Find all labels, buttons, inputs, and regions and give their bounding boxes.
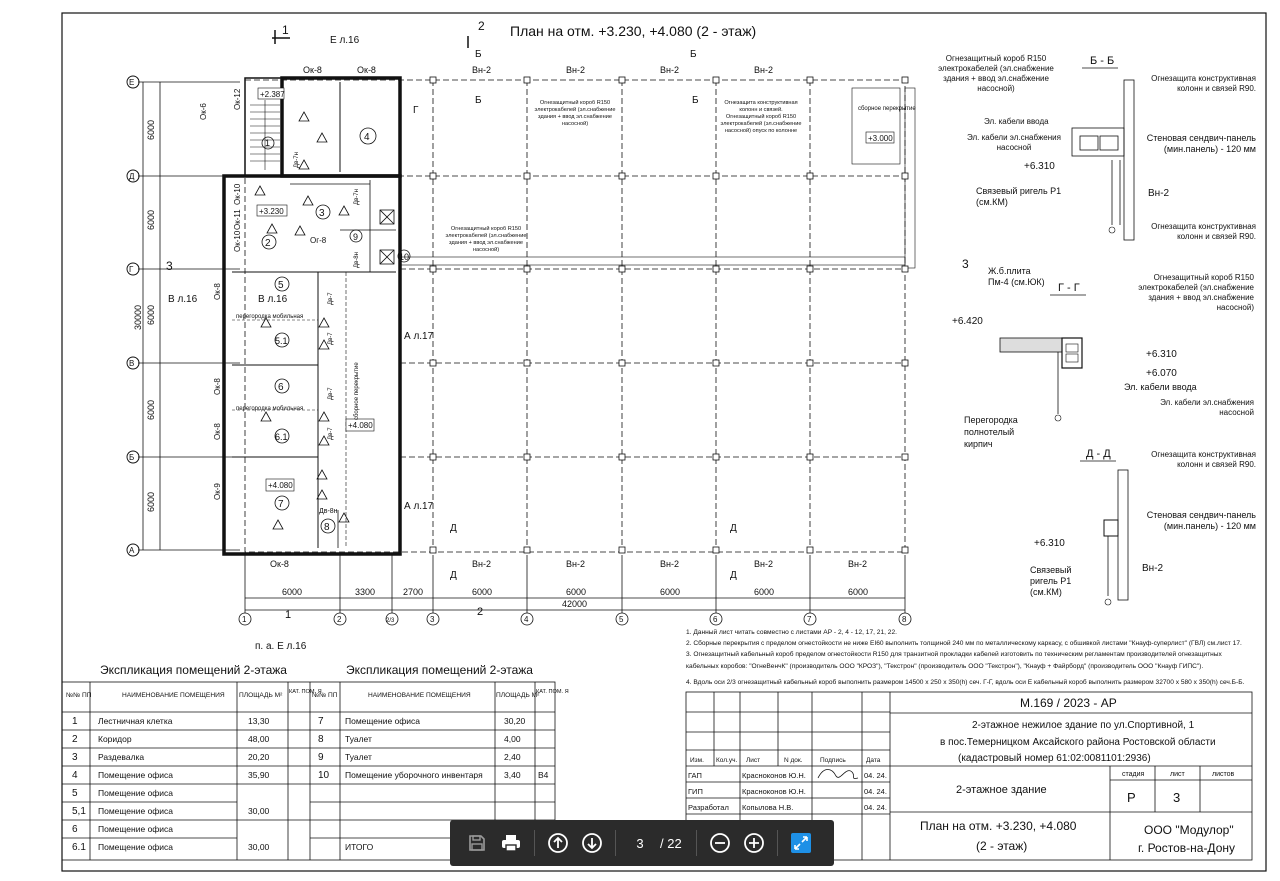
bb-label-7: Вн-2 (1148, 188, 1170, 199)
door-label-3: Дв-7 (328, 292, 334, 305)
explication-left-cell: 5,1 (72, 806, 86, 817)
win-left-3: Ок-10 (233, 183, 242, 205)
svg-text:04. 24.: 04. 24. (864, 803, 887, 812)
svg-text:Дата: Дата (866, 757, 881, 764)
win-left-4: Ок-11 (233, 209, 242, 230)
section-mark-3-left: 3 (166, 259, 173, 273)
door-label-7: Дв-8н (319, 508, 338, 515)
svg-text:04. 24.: 04. 24. (864, 771, 887, 780)
page-total: / 22 (660, 835, 682, 851)
section-mark-b: Б (475, 49, 482, 60)
explication-right-cell: 4,00 (504, 734, 521, 744)
explication-right-cell: 9 (318, 752, 324, 763)
el-ref-top: Е л.16 (330, 35, 360, 46)
svg-text:Вн-2: Вн-2 (1142, 563, 1164, 574)
win-left-8: Ок-8 (213, 423, 222, 440)
stamp-sheet-title-2: (2 - этаж) (976, 839, 1028, 853)
dim-left-4: 6000 (146, 399, 156, 420)
viewer-toolbar (450, 820, 834, 866)
explication-left-cell: Помещение офиса (98, 824, 174, 834)
room-marks (262, 128, 410, 533)
stamp-cols (690, 757, 881, 764)
section-mark-3-right: 3 (962, 257, 969, 271)
section-mark-d-2: Д (730, 523, 737, 534)
toolbar-separator (696, 830, 697, 856)
svg-text:№№ ПП: №№ ПП (312, 692, 338, 699)
win-left-7: Ок-8 (213, 378, 222, 395)
svg-text:N док.: N док. (784, 757, 803, 764)
explication-right-cell: 30,20 (504, 716, 526, 726)
dim-b-8: 6000 (848, 587, 869, 597)
svg-text:ГИП: ГИП (688, 787, 703, 796)
print-button[interactable] (494, 826, 528, 860)
svg-text:1. Данный лист читать совместн: 1. Данный лист читать совместно с листами АР - 2, 4 - 12, 17, 21, 22. (686, 629, 897, 636)
explication-left-cell: 1 (72, 716, 78, 727)
door-label-2: Дв-7н (354, 189, 360, 205)
el-ref-bottom: п. а. Е л.16 (255, 641, 307, 652)
page-indicator (622, 836, 690, 851)
columns (430, 77, 908, 553)
print-icon (501, 833, 521, 853)
explication-right-cell: Туалет (345, 752, 372, 762)
svg-text:Лист: Лист (746, 757, 761, 764)
section-mark-d-3: Д (450, 570, 457, 581)
stamp-code: М.169 / 2023 - АР (1020, 696, 1117, 710)
svg-text:+6.070: +6.070 (1146, 368, 1177, 379)
toolbar-separator (777, 830, 778, 856)
section-mark-b2: Б (690, 49, 697, 60)
prefab-floor-label-2: сборное перекрытие (858, 106, 916, 112)
svg-text:НАИМЕНОВАНИЕ ПОМЕЩЕНИЯ: НАИМЕНОВАНИЕ ПОМЕЩЕНИЯ (122, 692, 225, 699)
svg-text:Изм.: Изм. (690, 757, 704, 764)
svg-text:+6.420: +6.420 (952, 316, 983, 327)
b-ref-left: В л.16 (168, 294, 198, 305)
axis-1: 1 (242, 615, 247, 624)
building-grid (245, 80, 915, 552)
explication-left-cell: Помещение офиса (98, 788, 174, 798)
explication-right-cell: ИТОГО (345, 842, 374, 852)
win-left-2: Ок-6 (199, 103, 208, 120)
explication-left-cell: 4 (72, 770, 78, 781)
axis-7: 7 (807, 615, 812, 624)
svg-text:Е: Е (129, 78, 135, 87)
level-mark-2: +3.230 (259, 207, 284, 216)
win-left-5: Ок-10 (233, 230, 242, 252)
zoom-in-button[interactable] (737, 826, 771, 860)
section-mark-2: 2 (478, 19, 485, 33)
section-mark-1-bottom: 1 (285, 609, 292, 621)
explication-left-cell: Помещение офиса (98, 770, 174, 780)
svg-text:4. Вдоль оси 2/3 огнезащитный: 4. Вдоль оси 2/3 огнезащитный кабельный короб выполнить размером 14500 х 250 х 350(h) сеч. Г-Г, вдоль оси Е кабельный короб выполнить размером 32700 х 580 х 350(h) сеч.Б-Б. (686, 679, 1245, 686)
explication-left-cell: 6.1 (72, 842, 86, 853)
door-label-5: Дв-7 (328, 387, 334, 400)
axis-2-3: 2/3 (386, 618, 395, 624)
stamp-object-1: 2-этажное нежилое здание по ул.Спортивной, 1 (972, 720, 1195, 731)
svg-text:ПЛОЩАДЬ М²: ПЛОЩАДЬ М² (496, 692, 540, 699)
next-page-button[interactable] (575, 826, 609, 860)
svg-text:В: В (129, 359, 135, 368)
level-mark-5: +3.000 (868, 134, 893, 143)
axis-5: 5 (619, 615, 624, 624)
dd-label-2: Стеновая сендвич-панель (мин.панель) - 120 мм (1146, 510, 1256, 531)
section-mark-b3: Б (475, 95, 482, 106)
fit-page-icon (790, 832, 812, 854)
dim-left-2: 6000 (146, 209, 156, 230)
svg-text:Б - Б: Б - Б (1090, 55, 1115, 67)
room-10: 10 (399, 252, 410, 262)
stamp-sheet: 3 (1173, 790, 1181, 805)
signature-mark (818, 770, 858, 779)
dim-b-1: 6000 (282, 587, 303, 597)
a-ref-1: А л.17 (404, 331, 434, 342)
svg-text:2. Сборные перекрытия с предел: 2. Сборные перекрытия с пределом огнестойкости не ниже EI60 выполнить толщиной 240 мм по металлическому каркасу, с обшивкой листами "Кнауф-суперлист" (ГВЛ) см.лист 17. (686, 640, 1242, 647)
axis-6: 6 (713, 615, 718, 624)
svg-text:Г - Г: Г - Г (1058, 282, 1080, 294)
gg-label-1: Ж.б.плита Пм-4 (см.ЮК) (988, 266, 1045, 287)
stamp-building: 2-этажное здание (956, 784, 1047, 796)
dim-left-total: 30000 (133, 304, 143, 330)
dim-left-5: 6000 (146, 491, 156, 512)
bb-label-3: Эл. кабели эл.снабжения насосной (967, 133, 1061, 152)
stamp-sheet-title-1: План на отм. +3.230, +4.080 (920, 819, 1077, 833)
room-3: 3 (319, 208, 325, 219)
svg-text:3. Огнезащитный кабельный коро: 3. Огнезащитный кабельный короб пределом огнестойкости R150 для транзитной прокладки кабелей изготовить по техническим регламентам производителей огнезащитных (686, 651, 1222, 658)
dim-b-5: 6000 (566, 587, 587, 597)
explication-left-cell: 3 (72, 752, 78, 763)
axis-4: 4 (524, 615, 529, 624)
explication-right-cell: Туалет (345, 734, 372, 744)
explication-left-cell: 13,30 (248, 716, 270, 726)
win-bottom-5: Вн-2 (754, 559, 773, 569)
win-left-6: Ок-8 (213, 283, 222, 300)
explication-left-cell: Коридор (98, 734, 132, 744)
svg-text:КАТ. ПОМ. Я: КАТ. ПОМ. Я (289, 689, 322, 695)
section-mark-g: Г (413, 105, 419, 116)
explication-right-cell: 7 (318, 716, 324, 727)
section-mark-b4: Б (692, 95, 699, 106)
stamp-people (688, 771, 887, 812)
prefab-floor-label: сборное перекрытие (354, 362, 360, 420)
bb-label-5: Огнезащита конструктивная колонн и связей R90. (1151, 74, 1256, 93)
section-mark-1: 1 (282, 23, 289, 37)
explication-right-cell: Помещение уборочного инвентаря (345, 770, 483, 780)
prev-page-button[interactable] (541, 826, 575, 860)
svg-text:Подпись: Подпись (820, 757, 846, 764)
gg-label-5: Перегородка полнотелый кирпич (964, 415, 1018, 449)
explication-left-cell: 2 (72, 734, 78, 745)
win-top-4: Вн-2 (566, 65, 585, 75)
gg-label-4: Эл. кабели эл.снабжения насосной (1160, 398, 1254, 417)
door-label-8: Дв-8н (354, 252, 360, 268)
stamp-company-1: ООО "Модулор" (1144, 823, 1234, 837)
page-current-input[interactable]: 3 (636, 835, 644, 851)
explication-left-cell: 48,00 (248, 734, 270, 744)
explication-left-cell: 35,90 (248, 770, 270, 780)
explication-left-rows (72, 716, 270, 853)
room-5: 5 (278, 280, 284, 291)
svg-text:ПЛОЩАДЬ М²: ПЛОЩАДЬ М² (239, 692, 283, 699)
win-left-9: Ок-9 (213, 483, 222, 500)
svg-text:НАИМЕНОВАНИЕ ПОМЕЩЕНИЯ: НАИМЕНОВАНИЕ ПОМЕЩЕНИЯ (368, 692, 471, 699)
general-notes (686, 628, 1245, 686)
explication-left-cell: 5 (72, 788, 78, 799)
svg-text:Кол.уч.: Кол.уч. (716, 757, 738, 764)
svg-text:+6.310: +6.310 (1146, 349, 1177, 360)
room-8: 8 (324, 522, 330, 533)
svg-text:ГАП: ГАП (688, 771, 702, 780)
b-ref-inner: В л.16 (258, 294, 288, 305)
dim-b-6: 6000 (660, 587, 681, 597)
door-label-4: Дв-7 (328, 332, 334, 345)
win-top-5: Вн-2 (660, 65, 679, 75)
room-6-1: 6.1 (275, 432, 288, 442)
explication-right-cell: 2,40 (504, 752, 521, 762)
win-bottom-2: Вн-2 (472, 559, 491, 569)
zoom-out-button[interactable] (703, 826, 737, 860)
svg-text:№№ ПП: №№ ПП (66, 692, 92, 699)
room-4: 4 (364, 132, 370, 143)
svg-text:Д: Д (129, 172, 135, 181)
dim-left-3: 6000 (146, 304, 156, 325)
door-label-6: Дв-7 (328, 427, 334, 440)
stamp-sheets-label: листов (1212, 771, 1235, 778)
section-mark-d-4: Д (730, 570, 737, 581)
toolbar-separator (534, 830, 535, 856)
dim-b-4: 6000 (472, 587, 493, 597)
explication-right-cell: 8 (318, 734, 324, 745)
svg-text:кабельных коробов: "ОгнеВенчК": кабельных коробов: "ОгнеВенчК" (производитель ООО "КРОЗ"), "Текстрон" (производитель ООО "Текстрон"), "Кнауф + Файрборд" (производитель ООО "Кнауф ГИПС"). (686, 663, 1204, 670)
explication-left-cell: 20,20 (248, 752, 270, 762)
svg-text:Красноконов Ю.Н.: Красноконов Ю.Н. (742, 787, 806, 796)
door-label-1: Дв-7н (294, 152, 300, 168)
explication-right-cell: 10 (318, 770, 330, 781)
axis-2: 2 (337, 615, 342, 624)
section-mark-d-1: Д (450, 523, 457, 534)
explication-left-cell: 6 (72, 824, 78, 835)
explication-right-cell: Помещение офиса (345, 716, 421, 726)
svg-text:Разработал: Разработал (688, 803, 729, 812)
gg-label-2: Огнезащитный короб R150 электрокабелей (эл.снабжение здания + ввод эл.снабжение насосной) (1138, 273, 1254, 312)
stamp-sheet-label: лист (1170, 771, 1185, 778)
room-7: 7 (278, 499, 284, 510)
explication-left-cell: Помещение офиса (98, 842, 174, 852)
explication-right-cell: В4 (538, 770, 549, 780)
svg-text:+6.310: +6.310 (1034, 538, 1065, 549)
partition-label-2: перегородка мобильная (236, 406, 304, 412)
fit-page-button[interactable] (784, 826, 818, 860)
level-mark-3: +4.080 (348, 421, 373, 430)
arrow-down-icon (581, 832, 603, 854)
staircase (250, 100, 280, 170)
win-bottom-3: Вн-2 (566, 559, 585, 569)
dd-label-3: Связевый ригель Р1 (см.КМ) (1030, 565, 1072, 597)
zoom-out-icon (709, 832, 731, 854)
svg-text:Д - Д: Д - Д (1086, 448, 1111, 460)
explication-left-cell: Помещение офиса (98, 806, 174, 816)
save-button[interactable] (460, 826, 494, 860)
stamp-stage: Р (1127, 790, 1136, 805)
explication-left-cell: 30,00 (248, 842, 270, 852)
partition-label-1: перегородка мобильная (236, 314, 304, 320)
svg-text:Красноконов Ю.Н.: Красноконов Ю.Н. (742, 771, 806, 780)
bb-label-2: Эл. кабели ввода (984, 117, 1049, 126)
note-box-1: Огнезащитный короб R150 электрокабелей (эл.снабжение здания + ввод эл.снабжение насосной) (445, 226, 527, 253)
dim-total: 42000 (562, 599, 588, 609)
explication-left-cell: 30,00 (248, 806, 270, 816)
explication-left-cell: Раздевалка (98, 752, 145, 762)
svg-text:+6.310: +6.310 (1024, 161, 1055, 172)
plan-title: План на отм. +3.230, +4.080 (2 - этаж) (510, 23, 757, 39)
win-top-1: Ок-8 (303, 65, 322, 75)
save-icon (468, 834, 486, 852)
dim-left-1: 6000 (146, 119, 156, 140)
stamp-company-2: г. Ростов-на-Дону (1138, 841, 1235, 855)
gg-label-3: Эл. кабели ввода (1124, 382, 1197, 392)
bb-label-1: Огнезащитный короб R150 электрокабелей (эл.снабжение здания + ввод эл.снабжение насосной) (938, 54, 1054, 93)
dim-b-3: 2700 (403, 587, 424, 597)
room-1: 1 (265, 138, 271, 148)
toolbar-separator (615, 830, 616, 856)
win-top-2: Ок-8 (357, 65, 376, 75)
bb-label-6: Стеновая сендвич-панель (мин.панель) - 120 мм (1146, 133, 1256, 154)
arrow-up-icon (547, 832, 569, 854)
room-2: 2 (265, 238, 271, 249)
room-6: 6 (278, 382, 284, 393)
win-bottom-6: Вн-2 (848, 559, 867, 569)
explication-title-left: Экспликация помещений 2-этажа (100, 663, 287, 677)
explication-left-cell: Лестничная клетка (98, 716, 173, 726)
stamp-object-3: (кадастровый номер 61:02:0081101:2936) (958, 753, 1151, 764)
dim-b-7: 6000 (754, 587, 775, 597)
svg-text:А: А (129, 546, 135, 555)
section-mark-2-bottom: 2 (477, 606, 484, 618)
win-top-6: Вн-2 (754, 65, 773, 75)
explication-headers (66, 689, 569, 699)
axis-3: 3 (430, 615, 435, 624)
svg-text:КАТ. ПОМ. Я: КАТ. ПОМ. Я (536, 689, 569, 695)
note-box-1b: Огнезащитный короб R150 электрокабелей (эл.снабжение здания + ввод эл.снабжение насосной) (534, 100, 616, 127)
dim-b-2: 3300 (355, 587, 376, 597)
svg-text:04. 24.: 04. 24. (864, 787, 887, 796)
svg-text:Копылова Н.В.: Копылова Н.В. (742, 803, 794, 812)
dd-label-1: Огнезащита конструктивная колонн и связей R90. (1151, 450, 1256, 469)
stamp-object-2: в пос.Темерницком Аксайского района Ростовской области (940, 737, 1216, 748)
win-left-1: Ок-12 (233, 88, 242, 110)
level-mark-1: +2.387 (260, 90, 285, 99)
win-bottom-4: Вн-2 (660, 559, 679, 569)
svg-text:Б: Б (129, 453, 135, 462)
bb-label-4: Связевый ригель Р1 (см.КМ) (976, 186, 1062, 207)
svg-text:Г: Г (129, 265, 134, 274)
level-mark-4: +4.080 (268, 481, 293, 490)
win-bottom-1: Ок-8 (270, 559, 289, 569)
bb-label-8: Огнезащита конструктивная колонн и связей R90. (1151, 222, 1256, 241)
note-box-2: Огнезащита конструктивная колонн и связей. Огнезащитный короб R150 электрокабелей (эл.снабжение насосной) опуск по колонне (720, 100, 802, 134)
axis-8: 8 (902, 615, 907, 624)
og-label: Ог-8 (310, 236, 327, 245)
stamp-stage-label: стадия (1122, 771, 1145, 778)
win-top-3: Вн-2 (472, 65, 491, 75)
explication-title-right: Экспликация помещений 2-этажа (346, 663, 533, 677)
a-ref-2: А л.17 (404, 501, 434, 512)
room-9: 9 (353, 232, 359, 242)
room-5-1: 5.1 (275, 336, 288, 346)
zoom-in-icon (743, 832, 765, 854)
explication-right-cell: 3,40 (504, 770, 521, 780)
